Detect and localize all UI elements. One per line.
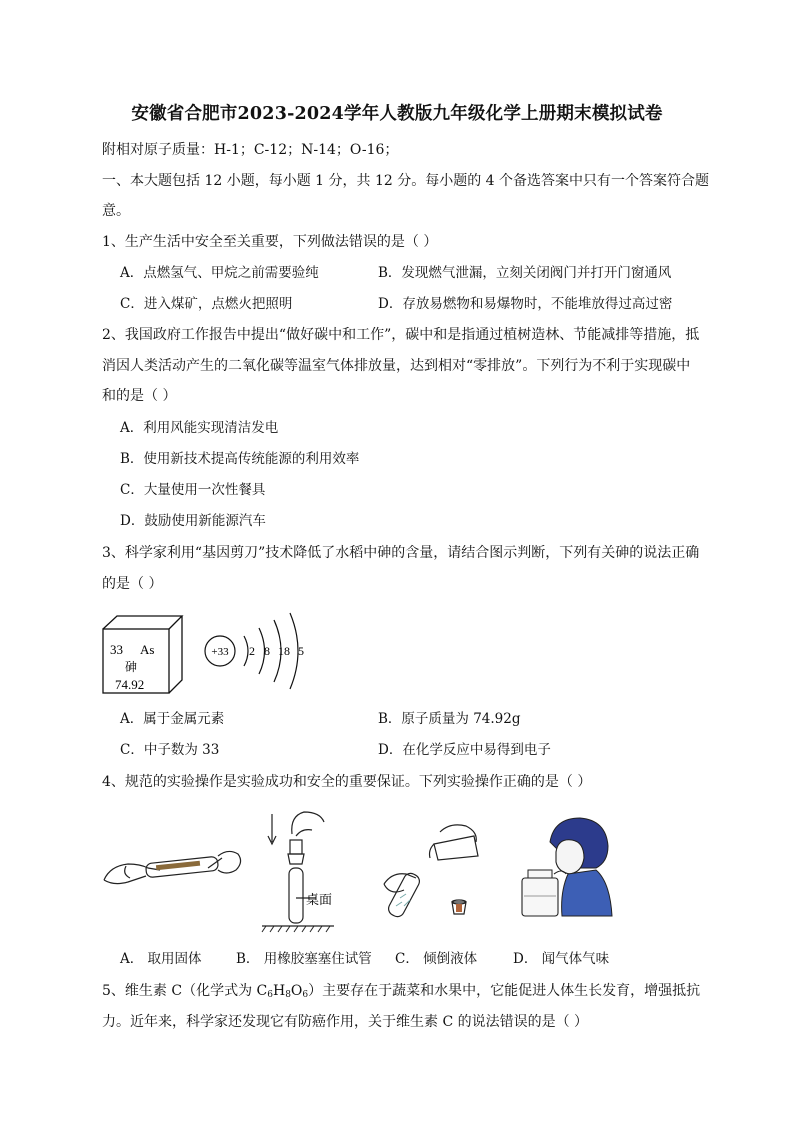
- section-instruction-line-1: 一、本大题包括 12 小题，每小题 1 分，共 12 分。每小题的 4 个备选答案中只有一个答案符合题: [102, 173, 710, 189]
- q1-stem: 1、生产生活中安全至关重要，下列做法错误的是（ ）: [102, 234, 438, 250]
- q3-option-c: C．中子数为 33: [120, 742, 220, 758]
- element-relative-mass: 74.92: [115, 677, 145, 692]
- q5-text-part-1: 5、维生素 C（化学式为 C: [102, 983, 268, 999]
- q3-option-b: B．原子质量为 74.92g: [378, 711, 521, 727]
- q1-option-b: B．发现燃气泄漏，立刻关闭阀门并打开门窗通风: [378, 265, 672, 281]
- q5-stem-line-1: [102, 981, 700, 1005]
- atomic-mass-note: 附相对原子质量：H-1；C-12；N-14；O-16；: [102, 142, 399, 158]
- q5-oxygen-symbol: O: [290, 983, 303, 999]
- q3-option-a: A．属于金属元素: [120, 711, 225, 727]
- q2-stem-line-2: 消因人类活动产生的二氧化碳等温室气体排放量，达到相对“零排放”。下列行为不利于实现碳中: [102, 358, 691, 374]
- desk-label: 桌面: [306, 893, 333, 908]
- q5-text-part-2: ）主要存在于蔬菜和水果中，它能促进人体生长发育，增强抵抗: [308, 983, 701, 999]
- q5-oxygen-subscript: 6: [302, 990, 309, 1000]
- q3-stem-line-1: 3、科学家利用“基因剪刀”技术降低了水稻中砷的含量，请结合图示判断，下列有关砷的说法正确: [102, 545, 700, 561]
- q5-carbon-subscript: 6: [267, 990, 273, 1000]
- q5-stem-line-2: 力。近年来，科学家还发现它有防癌作用，关于维生素 C 的说法错误的是（ ）: [102, 1014, 589, 1030]
- shell-1-electrons: 2: [249, 644, 255, 658]
- q5-hydrogen-symbol: H: [272, 983, 286, 999]
- q2-option-c: C．大量使用一次性餐具: [120, 482, 266, 498]
- shell-3-electrons: 18: [278, 644, 290, 658]
- section-instruction-line-2: 意。: [102, 203, 130, 219]
- element-cell-figure: [100, 613, 186, 697]
- q2-option-a: A．利用风能实现清洁发电: [120, 420, 279, 436]
- q5-hydrogen-subscript: 8: [285, 990, 291, 1000]
- q1-option-c: C．进入煤矿，点燃火把照明: [120, 296, 293, 312]
- element-atomic-number: 33: [110, 642, 123, 657]
- figure-b-rubber-stopper: [258, 808, 338, 934]
- page-title: 安徽省合肥市2023-2024学年人教版九年级化学上册期末模拟试卷: [131, 104, 663, 124]
- q4-option-b: B． 用橡胶塞塞住试管: [236, 951, 372, 967]
- q2-stem-line-1: 2、我国政府工作报告中提出“做好碳中和工作”，碳中和是指通过植树造林、节能减排等措施，抵: [102, 327, 700, 343]
- shell-4-electrons: 5: [298, 644, 304, 658]
- q4-option-d: D． 闻气体气味: [513, 951, 610, 967]
- element-name: 砷: [125, 660, 138, 674]
- figure-d-smelling-gas: [510, 812, 616, 920]
- q1-option-a: A．点燃氢气、甲烷之前需要验纯: [120, 265, 319, 281]
- nucleus-charge: +33: [211, 646, 229, 658]
- q2-stem-line-3: 和的是（ ）: [102, 388, 177, 404]
- q2-option-b: B．使用新技术提高传统能源的利用效率: [120, 451, 360, 467]
- q4-option-a: A． 取用固体: [120, 951, 202, 967]
- q3-option-d: D．在化学反应中易得到电子: [378, 742, 551, 758]
- q2-option-d: D．鼓励使用新能源汽车: [120, 513, 266, 529]
- q4-option-c: C． 倾倒液体: [395, 951, 478, 967]
- figure-c-pouring-liquid: [382, 820, 492, 924]
- atomic-structure-figure: [200, 606, 320, 698]
- q4-stem: 4、规范的实验操作是实验成功和安全的重要保证。下列实验操作正确的是（ ）: [102, 774, 592, 790]
- q1-option-d: D．存放易燃物和易爆物时，不能堆放得过高过密: [378, 296, 673, 312]
- figure-a-taking-solid: [100, 838, 245, 900]
- q3-stem-line-2: 的是（ ）: [102, 576, 163, 592]
- element-symbol: As: [140, 642, 155, 657]
- shell-2-electrons: 8: [264, 644, 270, 658]
